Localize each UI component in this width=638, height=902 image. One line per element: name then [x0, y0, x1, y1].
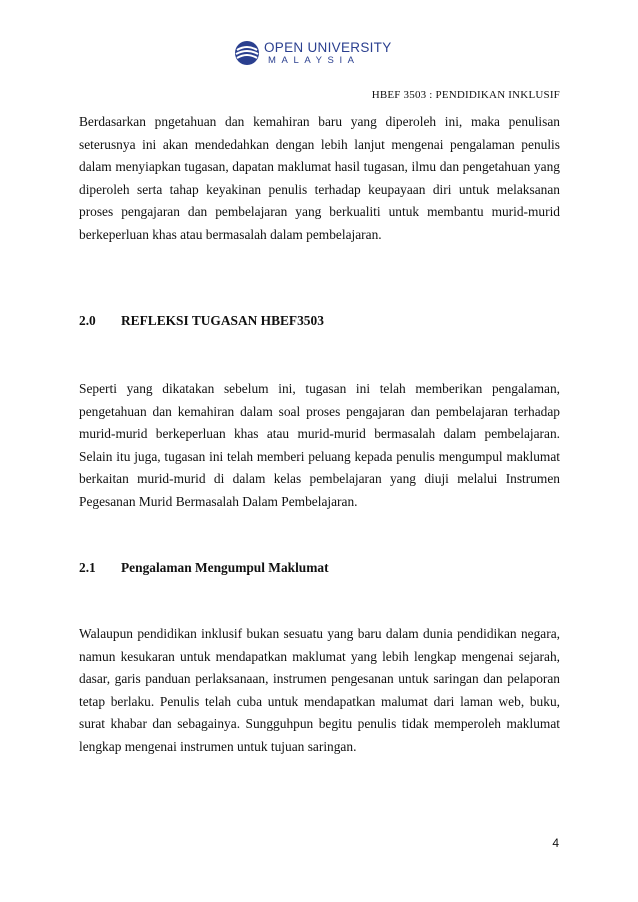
section-title: Pengalaman Mengumpul Maklumat — [121, 560, 329, 575]
page-number: 4 — [552, 836, 559, 850]
paragraph-refleksi: Seperti yang dikatakan sebelum ini, tugasan ini telah memberikan pengalaman, pengetahuan dan kemahiran dalam soal proses pengajaran dan pembelajaran terhadap murid-murid berkeperluan khas atau murid-murid bermasalah dalam pembelajaran. Selain itu juga, tugasan ini telah memberi peluang kepada penulis mengumpul maklumat berkaitan murid-murid di dalam kelas pembelajaran yang diuji melalui Instrumen Pegesanan Murid Bermasalah Dalam Pembelajaran. — [79, 381, 560, 509]
section-heading-2-0 — [79, 313, 324, 329]
section-number: 2.1 — [79, 560, 96, 575]
section-number: 2.0 — [79, 313, 96, 328]
paragraph-intro: Berdasarkan pngetahuan dan kemahiran baru yang diperoleh ini, maka penulisan seterusnya ini akan mendedahkan dengan lebih lanjut mengenai pengalaman penulis dalam menyiapkan tugasan, dapatan maklumat hasil tugasan, ilmu dan pengetahuan yang diperoleh serta tahap keyakinan penulis terhadap keupayaan diri untuk melaksanan proses pengajaran dan pembelajaran yang berkualiti untuk membantu murid-murid berkeperluan khas atau bermasalah dalam pembelajaran. — [79, 114, 560, 242]
globe-logo-icon — [234, 40, 260, 66]
section-heading-2-1 — [79, 560, 329, 576]
university-logo — [234, 38, 392, 68]
running-header: HBEF 3503 : PENDIDIKAN INKLUSIF — [371, 89, 560, 101]
paragraph-pengalaman: Walaupun pendidikan inklusif bukan sesuatu yang baru dalam dunia pendidikan negara, namun kesukaran untuk mendapatkan maklumat yang lebih lengkap mengenai sejarah, dasar, garis panduan perlaksanaan, instrumen pengesanan untuk saringan dan pelaporan tetap berlaku. Penulis telah cuba untuk mendapatkan malumat dari laman web, buku, surat khabar dan sebagainya. Sungguhpun begitu penulis tidak memperoleh maklumat lengkap mengenai instrumen untuk tujuan saringan. — [79, 626, 560, 754]
logo-line-2: MALAYSIA — [268, 54, 360, 66]
logo-line-1: OPEN UNIVERSITY — [264, 40, 392, 55]
section-title: REFLEKSI TUGASAN HBEF3503 — [121, 313, 324, 328]
logo-wordmark — [264, 41, 392, 65]
